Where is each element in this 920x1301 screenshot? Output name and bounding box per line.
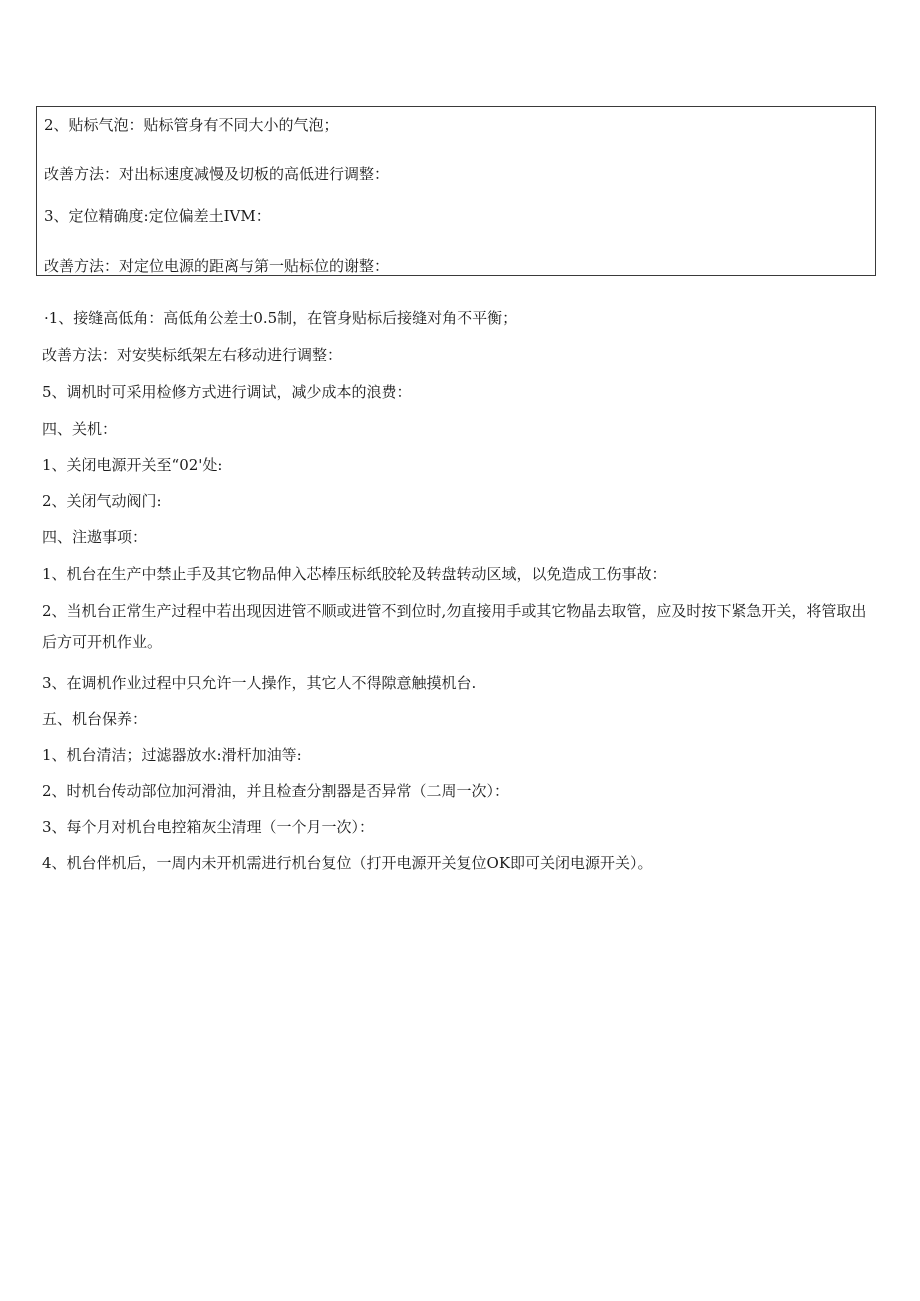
body-line-15: 4、机台伴机后，一周内未开机需进行机台复位（打开电源开关复位OK即可关闭电源开关）。 xyxy=(42,854,653,872)
boxed-line-2: 改善方法：对出标速度减慢及切板的高低进行调整： xyxy=(44,165,390,183)
body-line-8: 1、机台在生产中禁止手及其它物品伸入芯棒压标纸胶轮及转盘转动区域，以免造成工伤事故： xyxy=(42,565,667,583)
body-line-5: 1、关闭电源开关至“02'处: xyxy=(42,456,223,474)
body-line-13: 2、时机台传动部位加河滑油，并且检查分割器是否异常（二周一次）： xyxy=(42,782,510,800)
boxed-line-3: 3、定位精确度:定位偏差土IVM： xyxy=(44,207,271,225)
body-line-12: 1、机台清洁；过滤器放水:滑杆加油等: xyxy=(42,746,302,764)
boxed-line-4: 改善方法：对定位电源的距离与第一贴标位的谢整： xyxy=(44,257,390,275)
body-line-14: 3、每个月对机台电控箱灰尘清理（一个月一次）： xyxy=(42,818,375,836)
body-line-4: 四、关机： xyxy=(42,420,118,438)
body-line-6: 2、关闭气动阀门: xyxy=(42,492,162,510)
body-line-3: 5、调机时可采用检修方式进行调试，减少成本的浪费： xyxy=(42,383,412,401)
body-line-1: ·1、接缝高低角：高低角公差士0.5制，在管身贴标后接缝对角不平衡； xyxy=(44,309,518,327)
boxed-section xyxy=(36,106,876,276)
boxed-line-1: 2、贴标气泡：贴标管身有不同大小的气泡； xyxy=(44,116,339,134)
body-line-11: 五、机台保养： xyxy=(42,710,148,728)
body-line-10: 3、在调机作业过程中只允许一人操作，其它人不得隙意触摸机台. xyxy=(42,674,477,692)
body-line-7: 四、注遨事项： xyxy=(42,528,148,546)
body-line-9: 2、当机台正常生产过程中若出现因进管不顺或进管不到位时,勿直接用手或其它物晶去取管，应及时按下紧急开关，将管取出后方可开机作业。 xyxy=(42,602,867,651)
body-line-2: 改善方法：对安奘标纸架左右移动进行调整： xyxy=(42,346,343,364)
